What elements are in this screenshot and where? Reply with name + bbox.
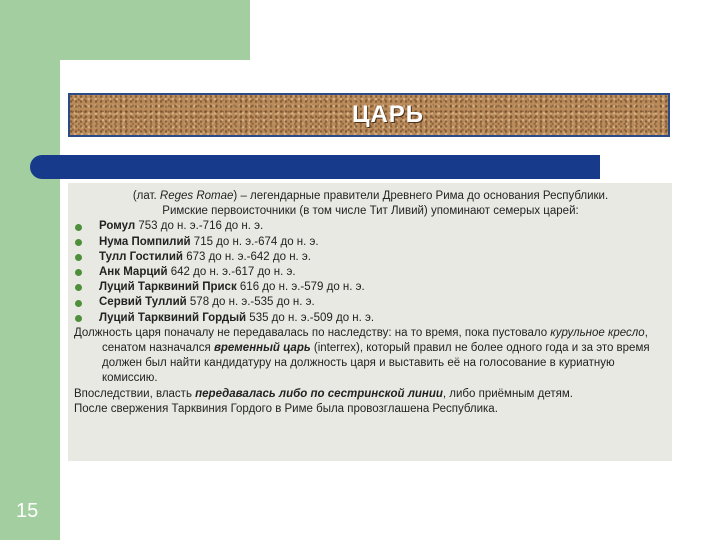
king-years: 616 до н. э.-579 до н. э. [236,281,365,294]
intro-line-1: (лат. Reges Romae) – легендарные правители Древнего Рима до основания Республики. [132,190,609,202]
content-box [68,183,672,461]
paragraph-republic: После свержения Тарквиния Гордого в Риме была провозглашена Республика. [74,402,498,415]
bullet-icon [75,239,82,246]
king-name: Ромул [99,220,136,233]
term-interrex: временный царь [213,342,311,355]
kings-list [74,219,667,325]
king-years: 642 до н. э.-617 до н. э. [167,266,296,279]
paragraph-inheritance: Впоследствии, власть передавалась либо по сестринской линии, либо приёмным детям. [74,387,573,400]
king-name: Луций Тарквиний Гордый [99,311,247,324]
king-years: 535 до н. э.-509 до н. э. [246,311,375,324]
king-years: 673 до н. э.-642 до н. э. [183,250,311,263]
bullet-icon [75,224,82,231]
list-item [74,265,667,280]
king-years: 578 до н. э.-535 до н. э. [186,296,315,309]
decor-blue-bar [30,155,600,179]
term-sister-line: передавалась либо по сестринской линии [195,387,443,400]
bullet-icon [75,284,82,291]
page-number: 15 [16,500,39,522]
paragraph-succession: Должность царя поначалу не передавалась по наследству: на то время, пока пустовало курульное кресло, сенатом назначался временный царь (interrex), который правил не более одного года и за это время должен был найти кандидатуру на должность царя и выставить её на голосование в куриатную комиссию. [74,326,650,385]
list-item [74,280,667,295]
list-item [74,219,667,234]
king-name: Сервий Туллий [99,296,187,309]
king-name: Луций Тарквиний Приск [99,281,237,294]
king-name: Тулл Гостилий [99,250,183,263]
list-item [74,295,667,310]
king-name: Нума Помпилий [99,235,191,248]
decor-green-sidebar [0,60,60,540]
bullet-icon [75,300,82,307]
king-years: 753 до н. э.-716 до н. э. [135,220,264,233]
intro-line-2: Римские первоисточники (в том числе Тит Ливий) упоминают семерых царей: [162,205,579,218]
list-item [74,311,667,326]
title-banner [68,93,670,137]
bullet-icon [75,254,82,261]
decor-green-block [0,0,250,60]
king-name: Анк Марций [99,266,168,279]
bullet-icon [75,269,82,276]
list-item [74,235,667,250]
intro-text [74,189,667,219]
king-years: 715 до н. э.-674 до н. э. [190,235,319,248]
bullet-icon [75,315,82,322]
slide-title: ЦАРЬ [351,101,425,128]
term-curule-chair: курульное кресло [550,326,645,339]
list-item [74,250,667,265]
